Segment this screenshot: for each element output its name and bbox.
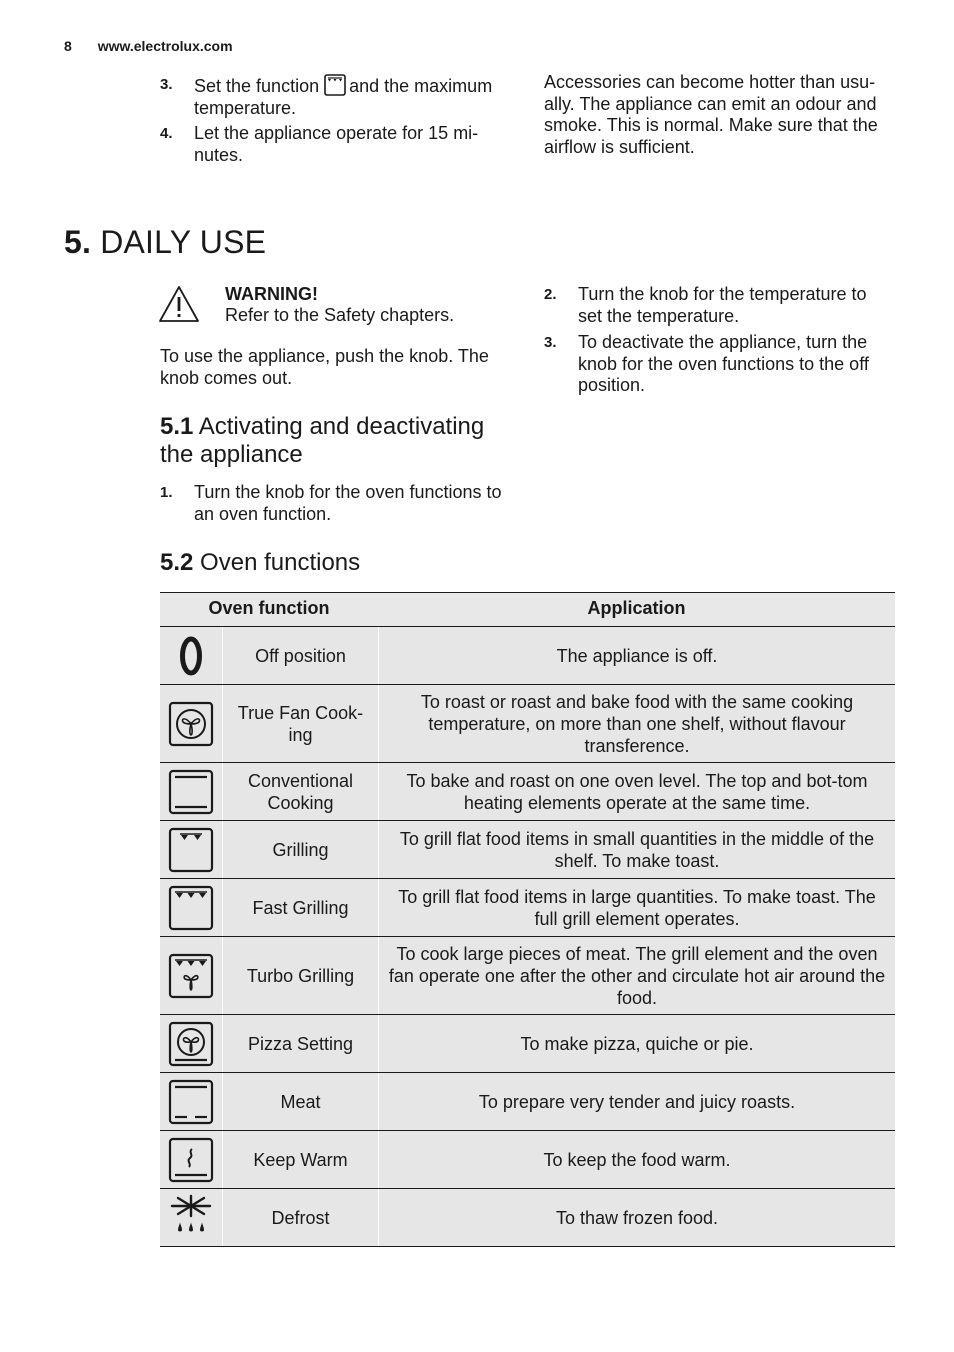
fast-grilling-icon xyxy=(324,74,344,94)
table-row xyxy=(160,685,895,763)
function-application: The appliance is off. xyxy=(556,645,718,666)
step-text: To deactivate the appliance, turn the knob for the oven functions to the off position. xyxy=(578,332,869,395)
table-row xyxy=(160,1015,895,1073)
table-row xyxy=(160,1131,895,1189)
table-row xyxy=(160,879,895,937)
meat-icon xyxy=(160,1073,223,1130)
turbo-grilling-icon xyxy=(160,937,223,1014)
oven-functions-table xyxy=(160,592,895,1247)
step-text: Turn the knob for the oven functions to an oven function. xyxy=(194,482,502,524)
section-title-text: DAILY USE xyxy=(100,224,267,260)
function-name: Turbo Grilling xyxy=(223,937,379,1014)
site-url[interactable]: www.electrolux.com xyxy=(97,38,233,54)
warning-triangle-icon xyxy=(158,285,200,323)
subsection-5-2-heading xyxy=(160,549,360,577)
table-row xyxy=(160,627,895,685)
defrost-icon xyxy=(160,1189,223,1246)
function-name: Off position xyxy=(223,627,379,684)
function-name: Defrost xyxy=(223,1189,379,1246)
function-application: To grill flat food items in large quantities. To make toast. The full grill element operates. xyxy=(398,886,876,929)
step-text-part: Set the function xyxy=(194,76,320,96)
warning-text: Refer to the Safety chapters. xyxy=(225,305,455,325)
header-application: Application xyxy=(587,598,686,618)
intro-text: To use the appliance, push the knob. The knob comes out. xyxy=(160,346,489,388)
subsection-number: 5.1 xyxy=(160,413,194,440)
function-application: To prepare very tender and juicy roasts. xyxy=(478,1091,796,1112)
page-header xyxy=(64,38,233,54)
step-number: 1. xyxy=(160,484,173,501)
header-oven-function: Oven function xyxy=(208,598,330,618)
function-application: To cook large pieces of meat. The grill element and the oven fan operate one after the other and circulate hot air around the food. xyxy=(388,943,886,1008)
keep-warm-icon xyxy=(160,1131,223,1188)
subsection-5-1-heading xyxy=(160,413,520,469)
function-name: Meat xyxy=(223,1073,379,1130)
function-application: To thaw frozen food. xyxy=(555,1207,719,1228)
off-position-icon xyxy=(160,627,223,684)
section-title xyxy=(64,224,266,261)
function-application: To bake and roast on one oven level. The top and bot-tom heating elements operate at the same time. xyxy=(406,770,868,813)
function-name: Grilling xyxy=(223,821,379,878)
table-row xyxy=(160,763,895,821)
fast-grilling-icon xyxy=(160,879,223,936)
function-name: Pizza Setting xyxy=(223,1015,379,1072)
step-text: Let the appliance operate for 15 mi-nutes. xyxy=(194,123,479,165)
function-application: To keep the food warm. xyxy=(543,1149,731,1170)
function-application: To make pizza, quiche or pie. xyxy=(520,1033,754,1054)
step-text: Turn the knob for the temperature to set the temperature. xyxy=(578,284,867,326)
warning-title: WARNING! xyxy=(225,284,318,304)
table-row xyxy=(160,1073,895,1131)
page-number: 8 xyxy=(64,38,72,54)
function-name: True Fan Cook-ing xyxy=(223,685,379,762)
function-name: Keep Warm xyxy=(223,1131,379,1188)
step-number: 3. xyxy=(160,76,173,93)
function-application: To grill flat food items in small quantities in the middle of the shelf. To make toast. xyxy=(399,828,875,871)
step-text-part: and the maximum temperature. xyxy=(194,76,493,118)
step-number: 3. xyxy=(544,334,557,351)
table-row xyxy=(160,821,895,879)
grilling-icon xyxy=(160,821,223,878)
function-name: Fast Grilling xyxy=(223,879,379,936)
table-row xyxy=(160,1189,895,1247)
table-header xyxy=(160,592,895,627)
step-number: 2. xyxy=(544,286,557,303)
pizza-setting-icon xyxy=(160,1015,223,1072)
true-fan-cooking-icon xyxy=(160,685,223,762)
function-name: Conventional Cooking xyxy=(223,763,379,820)
subsection-title: Oven functions xyxy=(200,549,361,576)
table-row xyxy=(160,937,895,1015)
subsection-number: 5.2 xyxy=(160,549,194,576)
conventional-cooking-icon xyxy=(160,763,223,820)
section-number: 5. xyxy=(64,224,92,260)
step-number: 4. xyxy=(160,125,173,142)
step-text xyxy=(194,74,520,119)
function-application: To roast or roast and bake food with the same cooking temperature, on more than one shelf, without flavour transference. xyxy=(420,691,854,756)
subsection-title: Activating and deactivating the appliance xyxy=(160,413,485,468)
accessories-note: Accessories can become hotter than usu-ally. The appliance can emit an odour and smoke. This is normal. Make sure that the airflow is sufficient. xyxy=(544,72,878,157)
